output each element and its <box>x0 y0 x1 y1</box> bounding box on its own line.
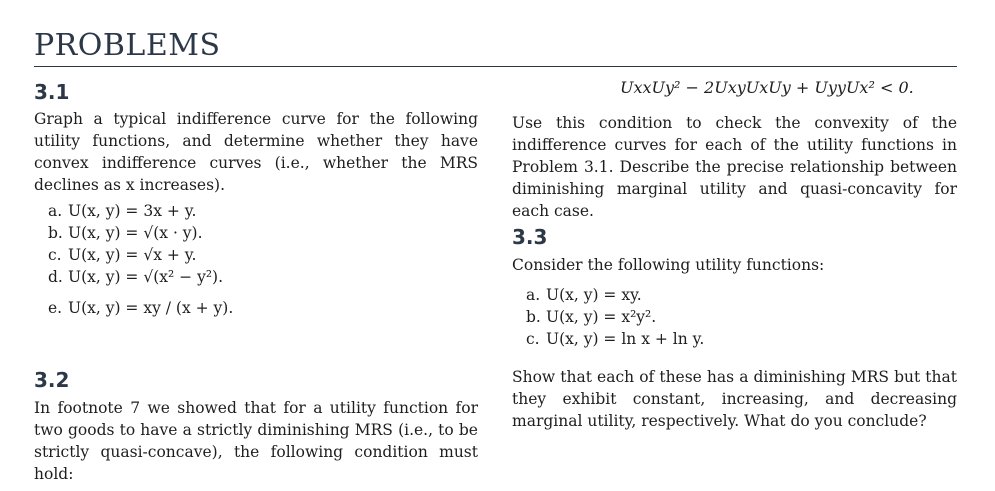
problem-3-3-outro: Show that each of these has a diminishing MRS but that they exhibit constant, increasing, and decreasing marginal utility, respectively. What do you conclude? <box>512 368 957 430</box>
item-label: c. <box>526 330 540 348</box>
item-expression: U(x, y) = √(x · y). <box>68 224 203 242</box>
list-item <box>48 222 233 244</box>
problem-3-1-number: 3.1 <box>34 80 70 104</box>
list-item <box>526 328 704 350</box>
item-expression: U(x, y) = xy. <box>546 286 642 304</box>
item-expression: U(x, y) = √(x² − y²). <box>68 268 224 286</box>
page-title: PROBLEMS <box>34 28 221 63</box>
problem-3-3-items <box>526 284 704 350</box>
list-item <box>48 244 233 266</box>
item-expression: U(x, y) = 3x + y. <box>68 202 197 220</box>
problem-3-3-intro: Consider the following utility functions: <box>512 256 825 274</box>
item-label: b. <box>526 308 541 326</box>
list-item <box>526 284 704 306</box>
item-expression: U(x, y) = √x + y. <box>68 246 197 264</box>
title-rule <box>34 66 957 67</box>
item-expression: U(x, y) = xy / (x + y). <box>68 299 234 317</box>
item-expression: U(x, y) = x²y². <box>546 308 657 326</box>
item-label: a. <box>48 202 63 220</box>
item-label: a. <box>526 286 541 304</box>
quasi-concavity-condition: UxxUy² − 2UxyUxUy + UyyUx² < 0. <box>620 78 914 97</box>
item-label: b. <box>48 224 63 242</box>
item-expression: U(x, y) = ln x + ln y. <box>546 330 705 348</box>
problem-3-3-number: 3.3 <box>512 225 548 249</box>
list-item <box>48 288 233 328</box>
problem-3-1-items <box>48 200 233 328</box>
problem-3-2-text: In footnote 7 we showed that for a utility function for two goods to have a strictly diminishing MRS (i.e., to be strictly quasi-concave), the following condition must hold: <box>34 399 478 483</box>
list-item <box>526 306 704 328</box>
problem-3-1-intro: Graph a typical indifference curve for the following utility functions, and determine whether they have convex indifference curves (i.e., whether the MRS declines as x increases). <box>34 110 478 194</box>
problem-3-2-number: 3.2 <box>34 368 70 392</box>
list-item <box>48 200 233 222</box>
item-label: c. <box>48 246 62 264</box>
item-label: e. <box>48 299 63 317</box>
list-item <box>48 266 233 288</box>
problem-3-2-followup: Use this condition to check the convexity of the indifference curves for each of the utility functions in Problem 3.1. Describe the precise relationship between diminishing marginal utility and quasi-concavity for each case. <box>512 114 957 220</box>
item-label: d. <box>48 268 63 286</box>
